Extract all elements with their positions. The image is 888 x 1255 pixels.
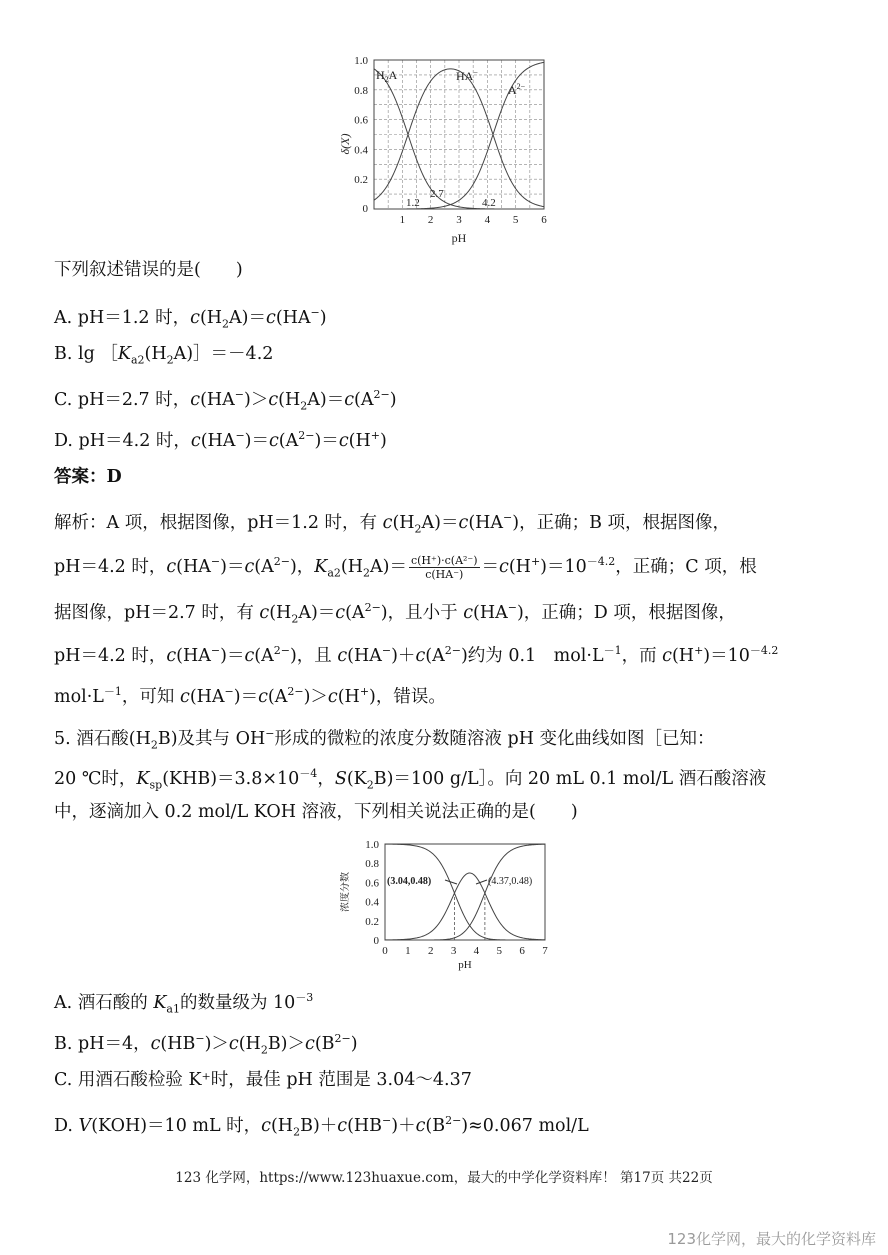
series-label-ha: HA− [456, 68, 478, 83]
chart-2-ylabel: 浓度分数 [340, 872, 351, 912]
chart-1-xtick: 2 [427, 214, 434, 226]
chart-2-ytick: 1.0 [365, 839, 379, 851]
q5-stem-line-1: 5. 酒石酸$(H_2B)$及其与 OH−形成的微粒的浓度分数随溶液 pH 变化曲线如图［已知： [54, 727, 715, 752]
chart-2-xtick: 3 [450, 945, 457, 957]
chart-2-ytick: 0.2 [365, 915, 379, 928]
chart-2-xtick: 2 [427, 945, 434, 957]
q5-stem-line-3: 中，逐滴加入 0.2 mol/L KOH 溶液，下列相关说法正确的是( ) [54, 802, 578, 822]
chart-1-ylabel: δ(X) [338, 133, 352, 155]
chart-2-curve-di-species [385, 844, 545, 940]
page-footer: 123 化学网，https://www.123huaxue.com，最大的中学化学资料库！ 第17页 共22页 [175, 1170, 713, 1186]
annotation-4-2: 4.2 [482, 197, 496, 209]
chart-1-xtick: 5 [512, 214, 519, 226]
chart-2 [340, 832, 560, 974]
q4-option-c[interactable]: C. pH＝2.7 时，$c(HA^-)>c(H_2A)=c(A^{2-})$ [54, 388, 397, 413]
watermark: 123化学网，最大的化学资料库 [667, 1230, 876, 1248]
annotation-1-2: 1.2 [406, 197, 420, 209]
chart-1-ytick: 0.4 [354, 144, 368, 157]
series-label-a2: $A^{2-}$ [508, 82, 526, 97]
q4-option-b[interactable]: B. $\lg [K_{a2}(H_2A)]=-4.2$ [54, 344, 274, 367]
chart-1 [330, 52, 550, 247]
chart-2-xtick: 7 [542, 945, 548, 957]
q4-option-a[interactable]: A. pH＝1.2 时，$c(H_2A)=c(HA^-)$ [54, 306, 327, 331]
chart-2-ytick: 0.4 [365, 896, 379, 909]
q4-analysis-line-4: pH＝4.2 时，$c(HA^-)=c(A^{2-})$，且 $c(HA^-)+c(A^{2-})$约为 0.1 $mol\cdot L^{-1}$，而 $c(H^+)=10^{-4.2}$ [54, 644, 779, 666]
q4-analysis-line-3: 据图像，pH＝2.7 时，有 $c(H_2A)=c(A^{2-})$，且小于 c(HA−)，正确；D 项，根据图像， [54, 601, 736, 626]
chart-1-origin: 0 [362, 203, 368, 215]
chart-2-xtick: 4 [473, 945, 480, 957]
chart-1-xtick: 6 [541, 214, 547, 226]
chart-1-xtick: 3 [456, 214, 462, 226]
chart-2-xtick: 6 [519, 945, 525, 957]
chart-2-xtick: 1 [405, 945, 411, 957]
q5-option-b[interactable]: B. pH＝4，$c(HB^-)>c(H_2B)>c(B^{2-})$ [54, 1032, 358, 1057]
chart-1-xtick: 1 [399, 214, 406, 226]
q4-analysis-line-2: pH＝4.2 时，$c(HA^-)=c(A^{2-})$，$K_{a2}(H_2A)=$ $\frac{\text{c(H⁺)·c(A²⁻)}}{c(HA^-)}$ $=c(H^+)=10^{-4.2}$，正确；C 项，根 [54, 553, 757, 581]
chart-2-curve-h2-species [385, 844, 545, 940]
annotation-4-37: (4.37,0.48) [488, 876, 533, 887]
chart-2-xtick: 5 [496, 945, 503, 957]
annotation-2-7: 2.7 [430, 188, 444, 200]
ka2-fraction: $\frac{\text{c(H⁺)·c(A²⁻)}}{c(HA^-)}$ [410, 553, 478, 581]
arrow-right [476, 880, 487, 884]
q4-answer: 答案：D [54, 467, 122, 487]
chart-2-ytick: 0.6 [365, 877, 379, 890]
q5-option-d[interactable]: D. V(KOH)＝10 mL 时，$c(H_2B)+c(HB^-)+c(B^{2-})\approx 0.067$ mol/L [54, 1114, 589, 1139]
q4-analysis-line-1: 解析：A 项，根据图像，pH＝1.2 时，有 $c(H_2A)=c(HA^-)$，正确；B 项，根据图像， [54, 511, 731, 536]
chart-2-curves [385, 844, 545, 940]
annotation-3-04: (3.04,0.48) [387, 876, 432, 887]
chart-1-ytick: 0.8 [354, 84, 368, 97]
chart-2-ytick: 0.8 [365, 858, 379, 871]
chart-1-xlabel: pH [451, 231, 467, 245]
chart-1-ytick: 0.6 [354, 114, 368, 127]
q4-stem: 下列叙述错误的是( ) [54, 260, 243, 280]
q4-option-d[interactable]: D. pH＝4.2 时，$c(HA^-)=c(A^{2-})=c(H^+)$ [54, 429, 387, 451]
chart-1-ytick: 0.2 [354, 174, 368, 187]
chart-2-xtick: 0 [382, 945, 388, 957]
series-label-h2a: $H_2A$ [376, 68, 398, 84]
q5-option-c[interactable]: C. 用酒石酸检验 K⁺时，最佳 pH 范围是 3.04～4.37 [54, 1070, 472, 1090]
chart-1-ytick: 1.0 [354, 55, 368, 67]
q5-stem-line-2: 20 ℃时，$K_{sp}(KHB)=3.8\times 10^{-4}$，$S(K_2B)=100$ g/L］。向 20 mL 0.1 mol/L 酒石酸溶液 [54, 767, 767, 792]
q5-option-a[interactable]: A. 酒石酸的 $K_{a1}$的数量级为 $10^{-3}$ [54, 991, 314, 1016]
q4-analysis-line-5: $mol\cdot L^{-1}$，可知 $c(HA^-)=c(A^{2-})>c(H^+)$，错误。 [54, 685, 446, 707]
chart-2-ytick: 0 [373, 935, 379, 947]
chart-2-frame [385, 844, 545, 940]
chart-2-xlabel: pH [458, 959, 472, 971]
chart-1-xtick: 4 [484, 214, 491, 226]
